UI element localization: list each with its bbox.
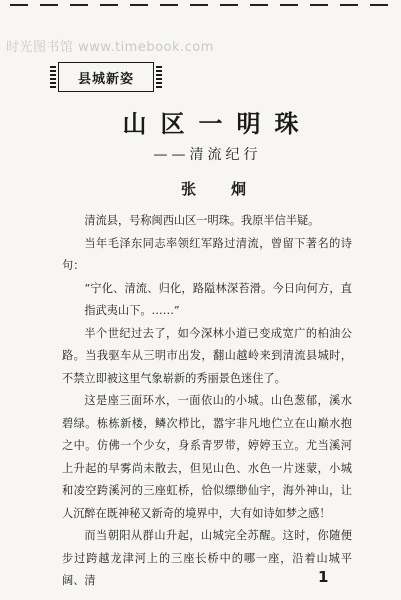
- paragraph: 这是座三面环水，一面依山的小城。山色葱郁，溪水碧绿。栋栋新楼，鳞次栉比，嚣宇非凡地伫立在山巅水抱之中。仿佛一个少女，身系青罗带，婷婷玉立。尤当溪河上升起的早雾尚未散去，但见山色、水色一片迷蒙，小城和凌空跨溪河的三座虹桥，恰似缥缈仙宇，海外神山，让人沉醉在既神秘又新奇的境界中，大有如诗如梦之感！: [62, 394, 352, 520]
- top-dashed-rule: [10, 4, 391, 6]
- article-body: [62, 210, 352, 593]
- article-subtitle: ——清流纪行: [153, 147, 262, 163]
- watermark-text: 时光图书馆 www.timebook.com: [6, 40, 214, 55]
- poem-quote: “宁化、清流、归化，路隘林深苔滑。今日向何方，直指武夷山下。……”: [84, 281, 352, 317]
- paragraph: 而当朝阳从群山升起，山城完全苏醒。这时，你随便步过跨越龙津河上的三座长桥中的哪一座，沿着山城平阔、清: [62, 529, 352, 587]
- page-number: 1: [318, 568, 329, 586]
- paragraph: 半个世纪过去了，如今深林小道已变成宽广的柏油公路。当我驱车从三明市出发，翻山越岭来到清流县城时，不禁立即被这里气象崭新的秀丽景色迷住了。: [62, 326, 352, 385]
- column-tag: 县城新姿: [58, 62, 154, 92]
- paragraph: 当年毛泽东同志率领红军路过清流，曾留下著名的诗句：: [62, 236, 352, 272]
- article-title: 山区一明珠: [122, 110, 313, 138]
- paragraph: 清流县，号称闽西山区一明珠。我原半信半疑。: [84, 214, 320, 227]
- author-name: 张 炯: [180, 180, 256, 198]
